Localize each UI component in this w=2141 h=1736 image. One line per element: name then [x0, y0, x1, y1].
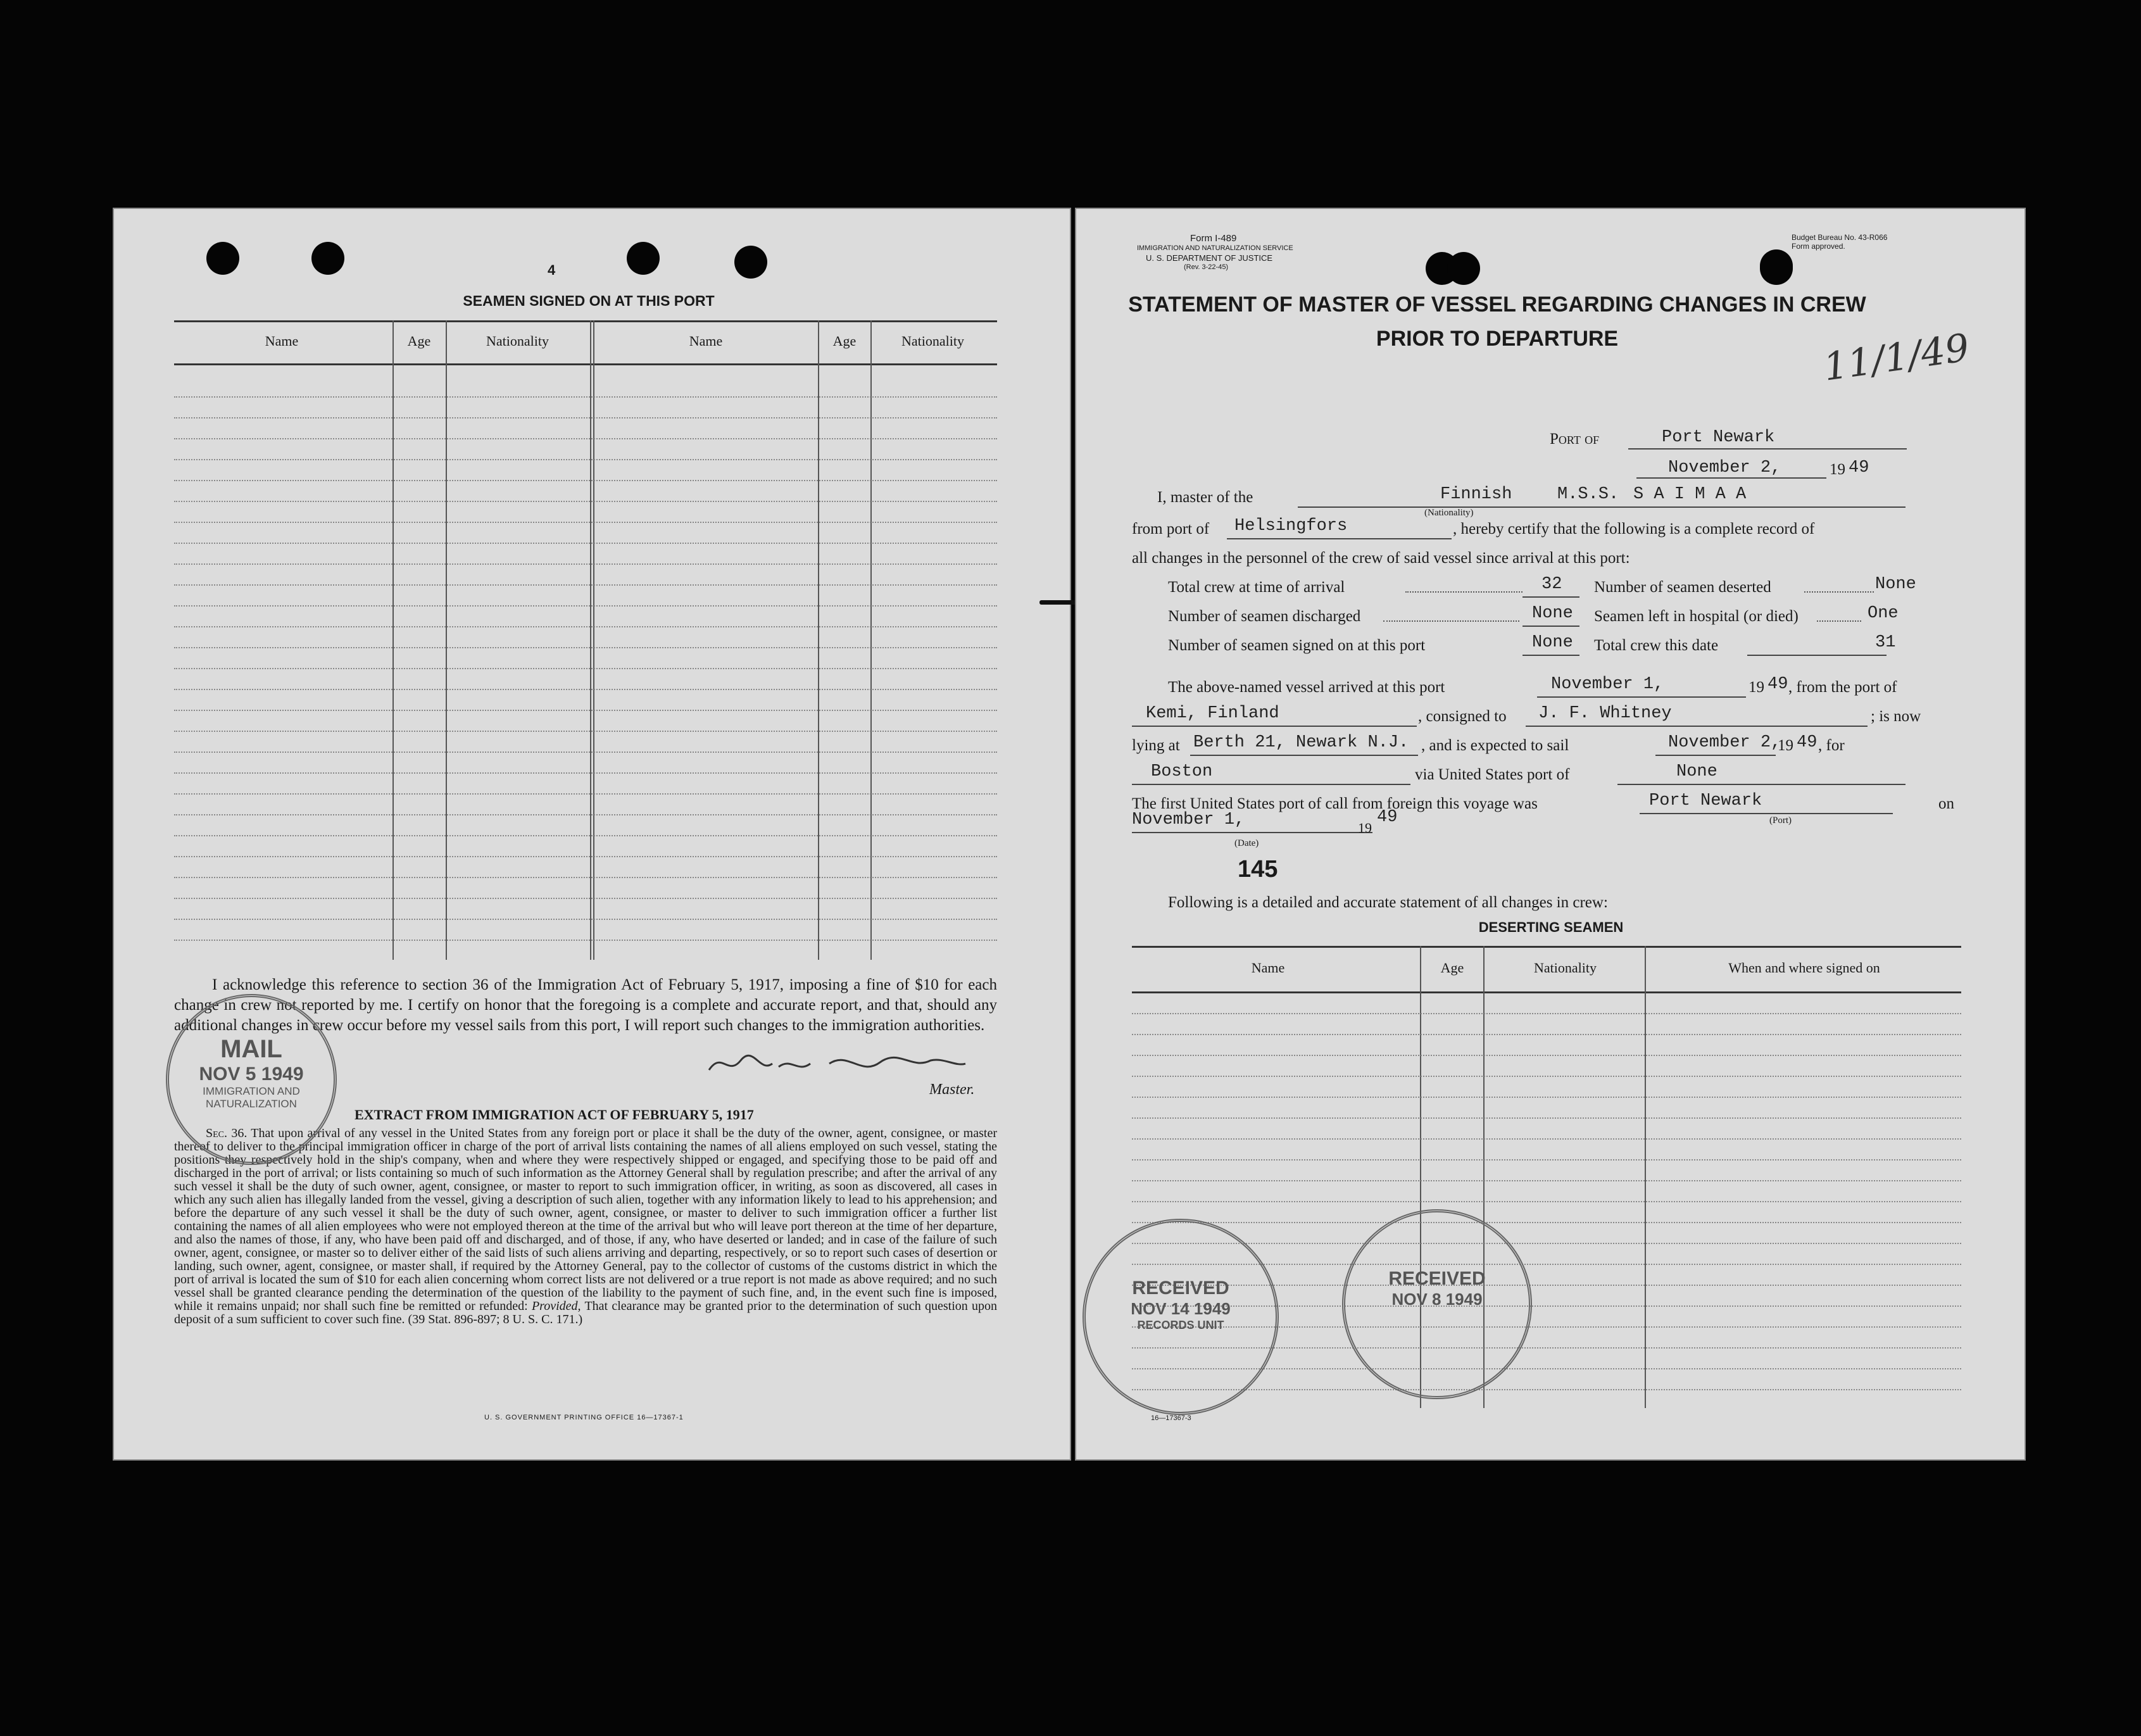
via-label: via United States port of: [1415, 766, 1570, 783]
table-row: [174, 856, 997, 857]
from-port-2: Kemi, Finland: [1146, 704, 1279, 723]
first-year-prefix: 19: [1358, 820, 1372, 836]
revision: (Rev. 3-22-45): [1184, 263, 1229, 271]
form-number: Form I-489: [1190, 233, 1237, 244]
table-row: [174, 438, 997, 439]
table-row: [174, 793, 997, 795]
table-row: [1132, 1222, 1961, 1223]
stamp-date: NOV 8 1949: [1391, 1290, 1483, 1309]
table-row: [174, 647, 997, 648]
acknowledgment-text: I acknowledge this reference to section 36 of the Immigration Act of February 5, 1917, imposing a fine of $10 for each change in crew not reported by me. I certify on honor that the foregoing is a complete and accurate report, and that, should any additional changes in crew occur before my vessel sails from this port, I will report such changes to the immigration authorities.: [174, 976, 997, 1034]
total-crew-date-label: Total crew this date: [1594, 637, 1719, 654]
first-port-text: The first United States port of call from foreign this voyage was: [1132, 795, 1538, 812]
table-row: [174, 626, 997, 627]
master-signature: [703, 1045, 969, 1083]
table-row: [174, 668, 997, 669]
port-caption: (Port): [1769, 815, 1792, 826]
table-row: [1132, 1159, 1961, 1160]
certify-text: , hereby certify that the following is a complete record of: [1453, 520, 1815, 538]
table-row: [1132, 1034, 1961, 1035]
stamp-text: RECEIVED: [1388, 1268, 1486, 1289]
table-row: [174, 501, 997, 502]
from-port-label: from port of: [1132, 520, 1210, 538]
table-row: [174, 605, 997, 607]
extract-tail: That clearance may be granted prior to the determination of such question upon deposit of a sum sufficient to cover such fine. (39 Stat. 896-897; 8 U. S. C. 171.): [174, 1299, 998, 1326]
agency-line: U. S. DEPARTMENT OF JUSTICE: [1146, 253, 1273, 263]
extract-body: [174, 1127, 997, 1326]
from-port-value: Helsingfors: [1234, 517, 1348, 536]
punch-hole: [1760, 249, 1793, 282]
punch-hole: [1447, 252, 1480, 285]
form-title: PRIOR TO DEPARTURE: [1376, 327, 1619, 351]
table-row: [174, 543, 997, 544]
hospital-label: Seamen left in hospital (or died): [1594, 608, 1799, 625]
nationality-caption: (Nationality): [1424, 508, 1474, 518]
column-header: Name: [1251, 960, 1285, 976]
arrived-year: 49: [1767, 675, 1788, 694]
table-row: [1132, 1097, 1961, 1098]
is-now: ; is now: [1871, 708, 1921, 725]
first-date: November 1,: [1132, 810, 1245, 829]
column-header: Name: [689, 333, 723, 349]
table-row: [1132, 1055, 1961, 1056]
extract-proviso: Provided,: [531, 1299, 581, 1313]
total-crew-arrival-value: 32: [1541, 575, 1562, 594]
master-label: Master.: [929, 1081, 975, 1098]
column-header: Nationality: [486, 333, 549, 349]
table-header-rule: [174, 363, 997, 365]
consigned-to-label: , consigned to: [1418, 708, 1507, 725]
date-year: 49: [1849, 458, 1869, 477]
table-row: [1132, 1243, 1961, 1244]
expected-label: , and is expected to sail: [1421, 737, 1569, 754]
destination: Boston: [1151, 762, 1213, 781]
column-header: Age: [832, 333, 857, 349]
stamp-text: IMMIGRATION AND: [203, 1085, 300, 1097]
stamp-text: RECORDS UNIT: [1137, 1319, 1224, 1331]
deserted-value: None: [1875, 575, 1916, 594]
table-row: [174, 584, 997, 586]
table-row: [1132, 1117, 1961, 1119]
deserting-title: DESERTING SEAMEN: [1478, 919, 1624, 935]
stamp-date: NOV 14 1949: [1131, 1299, 1231, 1318]
following-text: Following is a detailed and accurate statement of all changes in crew:: [1168, 894, 1608, 911]
column-header: Nationality: [901, 333, 964, 349]
first-year: 49: [1377, 808, 1398, 827]
budget-number: Budget Bureau No. 43-R066: [1792, 233, 1888, 242]
from-the-port-of: , from the port of: [1788, 679, 1897, 696]
via-value: None: [1676, 762, 1717, 781]
extract-text: That upon arrival of any vessel in the United States from any foreign port or place it shall be the duty of the owner, agent, consignee, or master thereof to deliver to the principal immigration officer in charge of the port of arrival lists containing the names of all aliens employed on such vessel, stating the positions they respectively hold in the ship's company, when and where they were respectively shipped or engaged, and specifying those to be paid off and discharged in the port of arrival; or lists containing so much of such information as the Attorney General shall by regulation prescribe; and after the arrival of any such vessel it shall be the duty of such owner, agent, consignee, or master to report to such immigration officer, in writing, as soon as discovered, all cases in which any such alien has illegally landed from the vessel, giving a description of such alien, together with any information likely to lead to his apprehension; and before the departure of any such vessel it shall be the duty of such owner, agent, consignee, or master to deliver to such immigration officer a further list containing the names of all alien employees who were not employed thereon at the time of the arrival but who will leave port thereon at the time of her departure, and also the names of those, if any, who have been paid off and discharged, and of those, if any, who have deserted or landed; and in case of the failure of such owner, agent, consignee, or master so to deliver either of the said lists of such aliens arriving and departing, respectively, or so to report such cases of desertion or landing, such owner, agent, consignee, or master shall, if required by the Attorney General, pay to the collector of customs of the customs district in which the port of arrival is located the sum of $10 for each alien concerning whom correct lists are not delivered or a true report is not made as above required; and no such vessel shall be granted clearance pending the determination of the question of the liability to the payment of such fine, and, in the event such fine is imposed, while it remains unpaid; nor shall such fine be remitted or refunded:: [174, 1126, 997, 1313]
table-row: [1132, 1180, 1961, 1181]
punch-hole: [734, 246, 767, 279]
vessel-prefix: M.S.S.: [1557, 485, 1619, 504]
port-value: Port Newark: [1662, 428, 1775, 447]
table-row: [174, 752, 997, 753]
master-of-label: I, master of the: [1157, 489, 1253, 506]
table-row: [174, 877, 997, 878]
nationality-value: Finnish: [1440, 485, 1512, 504]
sail-date: November 2,: [1668, 733, 1781, 752]
deserted-label: Number of seamen deserted: [1594, 579, 1771, 596]
table-row: [174, 480, 997, 481]
table-row: [174, 459, 997, 460]
date-year-prefix: 19: [1830, 461, 1845, 478]
table-row: [174, 835, 997, 836]
date-value: November 2,: [1668, 458, 1781, 477]
total-crew-date-value: 31: [1875, 633, 1896, 652]
total-crew-arrival-label: Total crew at time of arrival: [1168, 579, 1345, 596]
agency-line: IMMIGRATION AND NATURALIZATION SERVICE: [1137, 244, 1293, 252]
port-label: Port of: [1550, 431, 1600, 448]
table-row: [174, 563, 997, 565]
handwritten-date: 11/1/49: [1821, 325, 1973, 390]
section-title: SEAMEN SIGNED ON AT THIS PORT: [463, 292, 715, 309]
date-caption: (Date): [1234, 838, 1259, 848]
printing-code: 16—17367-3: [1151, 1414, 1191, 1422]
column-header: Name: [265, 333, 299, 349]
discharged-value: None: [1532, 604, 1573, 623]
column-header: Age: [407, 333, 431, 349]
extract-section: Sec. 36.: [206, 1126, 248, 1140]
table-row: [1132, 1138, 1961, 1140]
column-header: Nationality: [1534, 960, 1597, 976]
all-changes-text: all changes in the personnel of the crew of said vessel since arrival at this port:: [1132, 550, 1630, 567]
extract-title: EXTRACT FROM IMMIGRATION ACT OF FEBRUARY 5, 1917: [355, 1107, 754, 1123]
discharged-label: Number of seamen discharged: [1168, 608, 1361, 625]
signed-on-label: Number of seamen signed on at this port: [1168, 637, 1426, 654]
consignee: J. F. Whitney: [1538, 704, 1672, 723]
table-row: [174, 898, 997, 899]
table-row: [174, 919, 997, 920]
stamp-text: RECEIVED: [1132, 1278, 1229, 1299]
table-row: [174, 772, 997, 774]
punch-hole: [206, 242, 239, 275]
table-row: [174, 710, 997, 711]
form-title: STATEMENT OF MASTER OF VESSEL REGARDING CHANGES IN CREW: [1128, 292, 1866, 317]
arrived-text: The above-named vessel arrived at this port: [1168, 679, 1445, 696]
table-row: [174, 731, 997, 732]
table-row: [174, 689, 997, 690]
table-row: [174, 940, 997, 941]
right-page: [1076, 209, 2025, 1459]
column-header: Age: [1440, 960, 1464, 976]
sail-year-prefix: 19: [1778, 737, 1793, 754]
received-stamp: [1083, 1219, 1279, 1415]
first-port-value: Port Newark: [1649, 791, 1762, 810]
punch-hole: [627, 242, 660, 275]
table-row: [1132, 1201, 1961, 1202]
table-row: [1132, 1076, 1961, 1077]
table-row: [174, 522, 997, 523]
hospital-value: One: [1868, 604, 1899, 623]
on-label: on: [1938, 795, 1954, 812]
punch-hole: [311, 242, 344, 275]
mail-stamp: [166, 994, 337, 1165]
printing-office: U. S. GOVERNMENT PRINTING OFFICE 16—17367-1: [484, 1414, 684, 1421]
stamp-number: 145: [1238, 856, 1278, 883]
received-stamp: [1342, 1209, 1532, 1399]
form-approved: Form approved.: [1792, 242, 1845, 251]
stamp-text: NATURALIZATION: [206, 1098, 297, 1110]
page-number: 4: [548, 262, 556, 278]
lying-at-label: lying at: [1132, 737, 1180, 754]
sail-year: 49: [1797, 733, 1818, 752]
table-row: [174, 814, 997, 815]
lying-at-value: Berth 21, Newark N.J.: [1193, 733, 1409, 752]
signed-on-value: None: [1532, 633, 1573, 652]
arrived-date: November 1,: [1551, 675, 1664, 694]
arrived-year-prefix: 19: [1749, 679, 1764, 696]
table-row: [174, 396, 997, 398]
stamp-date: NOV 5 1949: [199, 1064, 304, 1085]
table-row: [1132, 1013, 1961, 1014]
left-page: [114, 209, 1070, 1459]
table-top-rule: [174, 320, 997, 322]
for-label: , for: [1818, 737, 1845, 754]
stamp-text: MAIL: [220, 1035, 282, 1063]
column-header: When and where signed on: [1728, 960, 1880, 976]
table-row: [1132, 1389, 1961, 1390]
table-row: [174, 417, 997, 418]
vessel-name: S A I M A A: [1633, 485, 1747, 504]
